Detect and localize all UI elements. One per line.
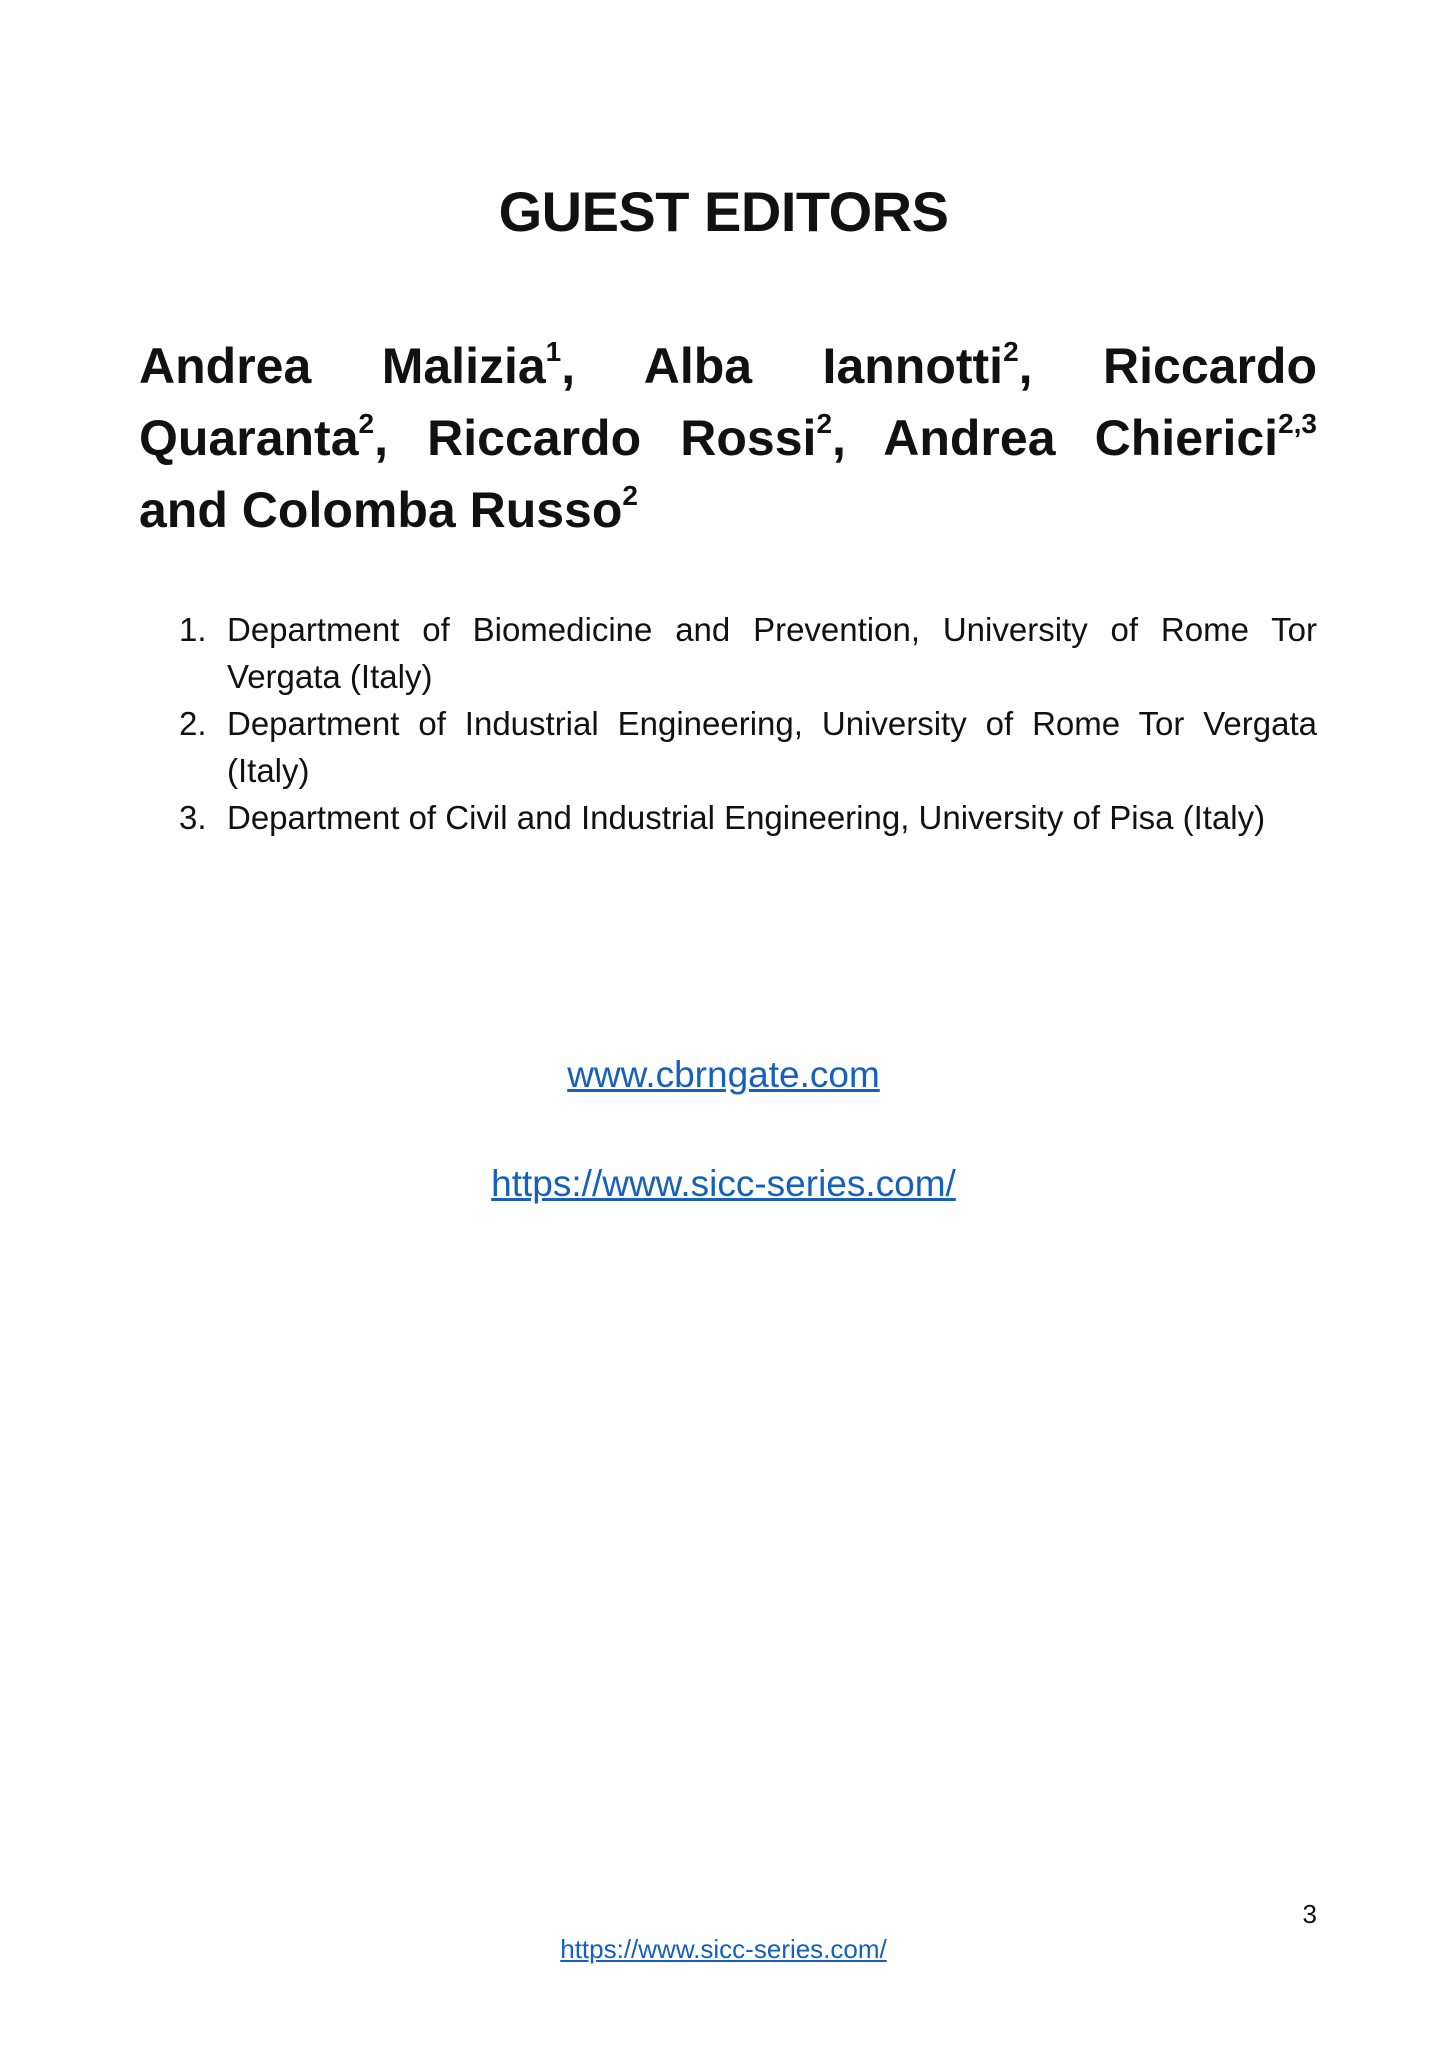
author-name: Alba Iannotti [643,338,1004,394]
author-separator: and [139,482,242,538]
affiliation-item [139,700,1317,794]
affiliation-number: 1. [179,611,207,648]
author-name: Andrea Malizia [139,338,546,394]
affiliation-text: Department of Biomedicine and Prevention, University of Rome Tor Vergata (Italy) [227,611,1317,695]
author-affiliation-marker: 2,3 [1278,408,1317,439]
affiliation-list [139,606,1317,841]
affiliation-item [139,606,1317,700]
sicc-series-link[interactable]: https://www.sicc-series.com/ [491,1163,956,1204]
author-affiliation-marker: 2 [358,408,375,439]
affiliation-number: 3. [179,799,207,836]
page-number: 3 [1302,1899,1317,1929]
author-name: Andrea Chierici [883,410,1279,466]
website-links [0,1050,1447,1209]
footer-link[interactable]: https://www.sicc-series.com/ [560,1934,887,1964]
author-separator: , [832,410,884,466]
author-affiliation-marker: 2 [622,480,638,511]
author-name: Colomba Russo [241,482,623,538]
page-title: GUEST EDITORS [498,180,949,243]
author-list [139,330,1317,546]
affiliation-text: Department of Industrial Engineering, University of Rome Tor Vergata (Italy) [227,705,1317,789]
affiliation-item [139,794,1317,841]
author-separator: , [374,410,428,466]
author-affiliation-marker: 2 [816,408,833,439]
author-name: Riccardo Quaranta [139,338,1317,466]
affiliation-number: 2. [179,705,207,742]
author-separator: , [1018,338,1104,394]
author-affiliation-marker: 2 [1003,336,1019,367]
author-name: Riccardo Rossi [427,410,817,466]
author-affiliation-marker: 1 [545,336,562,367]
cbrngate-link[interactable]: www.cbrngate.com [567,1054,880,1095]
affiliation-text: Department of Civil and Industrial Engineering, University of Pisa (Italy) [227,799,1266,836]
author-separator: , [561,338,644,394]
footer [0,1933,1447,1965]
